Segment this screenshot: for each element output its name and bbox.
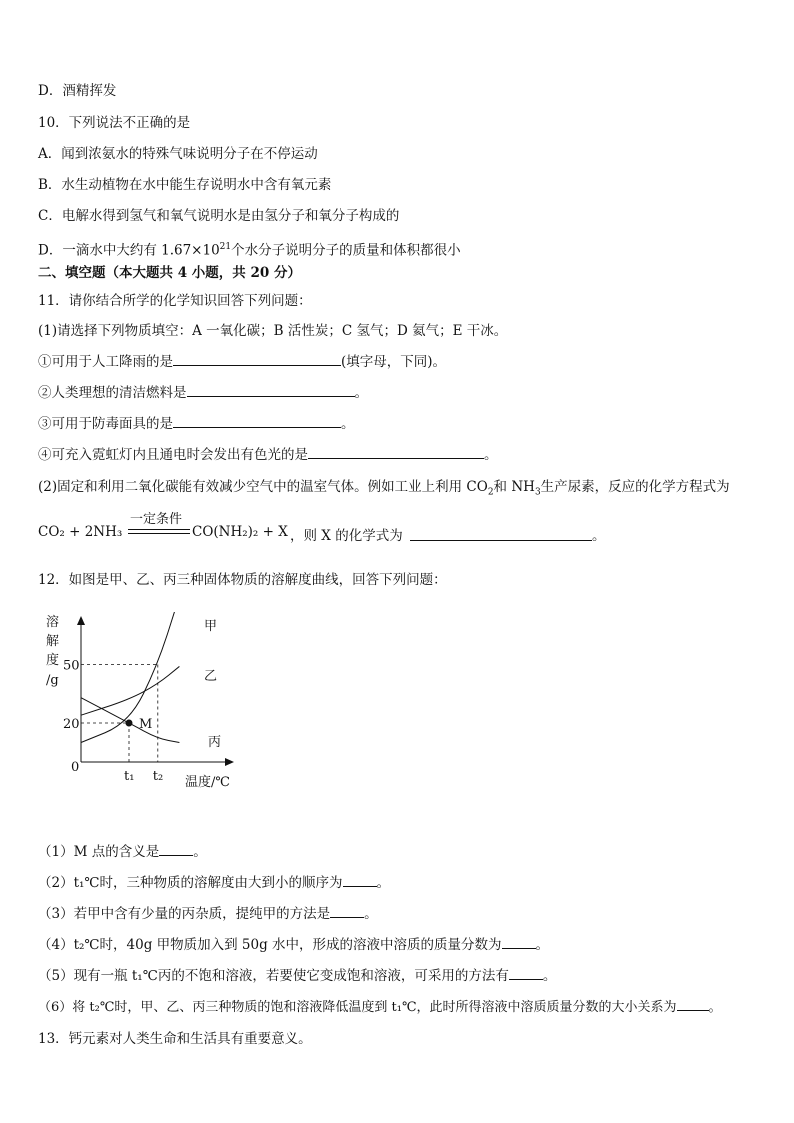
point-m: [126, 720, 133, 727]
option-10b: B．水生动植物在水中能生存说明水中含有氧元素: [38, 177, 332, 193]
y-axis-label-char: /g: [46, 673, 59, 688]
answer-blank[interactable]: [159, 843, 193, 856]
option-10a: A．闻到浓氨水的特殊气味说明分子在不停运动: [38, 146, 318, 162]
equation-rhs: CO(NH₂)₂ + X: [192, 524, 288, 540]
period: 。: [535, 937, 550, 953]
option-d: D．酒精挥发: [38, 83, 117, 99]
period: 。: [341, 416, 355, 432]
question-12-5: [38, 967, 556, 985]
question-11-1c: [38, 415, 355, 433]
answer-blank[interactable]: [509, 967, 543, 980]
series-label: 乙: [204, 669, 218, 684]
section-heading: 二、填空题（本大题共 4 小题，共 20 分）: [38, 265, 301, 281]
equation-tail: ，则 X 的化学式为: [290, 528, 403, 544]
question-12-4: [38, 936, 549, 954]
question-12-3: [38, 905, 378, 923]
q11-1a-text: ①可用于人工降雨的是: [38, 354, 173, 370]
q11-1a-tail: (填字母，下同)。: [341, 354, 447, 370]
equation-equals-sign: [128, 529, 190, 534]
y-tick-label: 50: [63, 658, 80, 674]
y-axis-arrow: [77, 616, 85, 625]
series-line: [81, 666, 179, 715]
x-tick-label: t₁: [124, 769, 135, 784]
question-12-6: [38, 998, 722, 1017]
question-10: 10．下列说法不正确的是: [38, 115, 191, 131]
period: 。: [193, 844, 207, 860]
q12-2-text: （2）t₁℃时，三种物质的溶解度由大到小的顺序为: [38, 875, 343, 891]
q12-3-text: （3）若甲中含有少量的丙杂质，提纯甲的方法是: [38, 906, 331, 922]
question-11-part1: (1)请选择下列物质填空：A 一氧化碳；B 活性炭；C 氢气；D 氦气；E 干冰。: [38, 323, 508, 339]
option-10d-pre: D．一滴水中大约有 1.67×10: [38, 242, 220, 259]
answer-blank[interactable]: [330, 905, 364, 918]
equation-condition: 一定条件: [130, 512, 183, 527]
option-10d: [38, 238, 461, 260]
answer-blank[interactable]: [308, 446, 484, 459]
y-axis-label-char: 解: [46, 634, 60, 649]
series-label: 丙: [208, 735, 222, 750]
q11-1c-text: ③可用于防毒面具的是: [38, 416, 173, 432]
question-11-1a: [38, 353, 446, 371]
q11-1b-text: ②人类理想的清洁燃料是: [38, 385, 187, 401]
period: 。: [542, 968, 557, 984]
x-axis-arrow: [225, 758, 234, 766]
question-11-1b: [38, 384, 368, 402]
y-tick-label: 20: [63, 717, 80, 732]
option-10d-post: 个水分子说明分子的质量和体积都很小: [231, 242, 461, 259]
q12-4-text: （4）t₂℃时，40g 甲物质加入到 50g 水中，形成的溶液中溶质的质量分数为: [38, 937, 502, 953]
answer-blank[interactable]: [187, 384, 355, 397]
answer-blank[interactable]: [173, 353, 341, 366]
y-axis-label-char: 度: [46, 653, 60, 668]
question-11: 11．请你结合所学的化学知识回答下列问题：: [38, 293, 312, 309]
answer-blank[interactable]: [173, 415, 341, 428]
origin-label: 0: [71, 760, 80, 775]
q11-1d-text: ④可充入霓虹灯内且通电时会发出有色光的是: [38, 447, 308, 463]
y-axis-label-char: 溶: [46, 615, 60, 630]
q11-2-pre: (2)固定和利用二氧化碳能有效减少空气中的温室气体。例如工业上利用 CO: [38, 479, 488, 495]
period: 。: [484, 447, 498, 463]
option-10c: C．电解水得到氢气和氧气说明水是由氢分子和氧分子构成的: [38, 208, 400, 224]
period: 。: [364, 906, 378, 922]
question-12: 12．如图是甲、乙、丙三种固体物质的溶解度曲线，回答下列问题：: [38, 572, 447, 588]
x-tick-label: t₂: [152, 769, 164, 784]
q11-2-mid: 和 NH: [493, 479, 535, 495]
point-m-label: M: [139, 717, 153, 732]
equation-lhs: CO₂ + 2NH₃: [38, 524, 123, 540]
question-12-2: [38, 874, 390, 892]
answer-blank[interactable]: [677, 998, 709, 1011]
subscript: 3: [534, 487, 541, 498]
question-13: 13．钙元素对人类生命和生活具有重要意义。: [38, 1031, 312, 1047]
series-label: 甲: [204, 619, 218, 634]
x-axis-label: 温度/℃: [185, 775, 230, 790]
question-11-1d: [38, 446, 498, 464]
subscript: 2: [487, 487, 494, 498]
question-12-1: [38, 843, 207, 861]
q12-5-text: （5）现有一瓶 t₁℃丙的不饱和溶液，若要使它变成饱和溶液，可采用的方法有: [38, 968, 509, 984]
y-axis-label: [46, 614, 59, 688]
period: 。: [354, 385, 368, 401]
q12-6-text: （6）将 t₂℃时，甲、乙、丙三种物质的饱和溶液降低温度到 t₁℃，此时所得溶液中溶质质量分数的大小关系为: [38, 1000, 677, 1015]
answer-blank[interactable]: [502, 936, 536, 949]
option-10d-exp: 21: [219, 242, 232, 252]
solubility-chart: [38, 612, 258, 792]
answer-blank[interactable]: [410, 528, 592, 541]
q11-2-post: 生产尿素，反应的化学方程式为: [540, 479, 730, 495]
question-11-part2: [38, 478, 730, 502]
period: 。: [708, 1000, 722, 1015]
period: 。: [376, 875, 391, 891]
q12-1-text: （1）M 点的含义是: [38, 844, 160, 860]
period: 。: [592, 528, 606, 544]
answer-blank[interactable]: [343, 874, 377, 887]
